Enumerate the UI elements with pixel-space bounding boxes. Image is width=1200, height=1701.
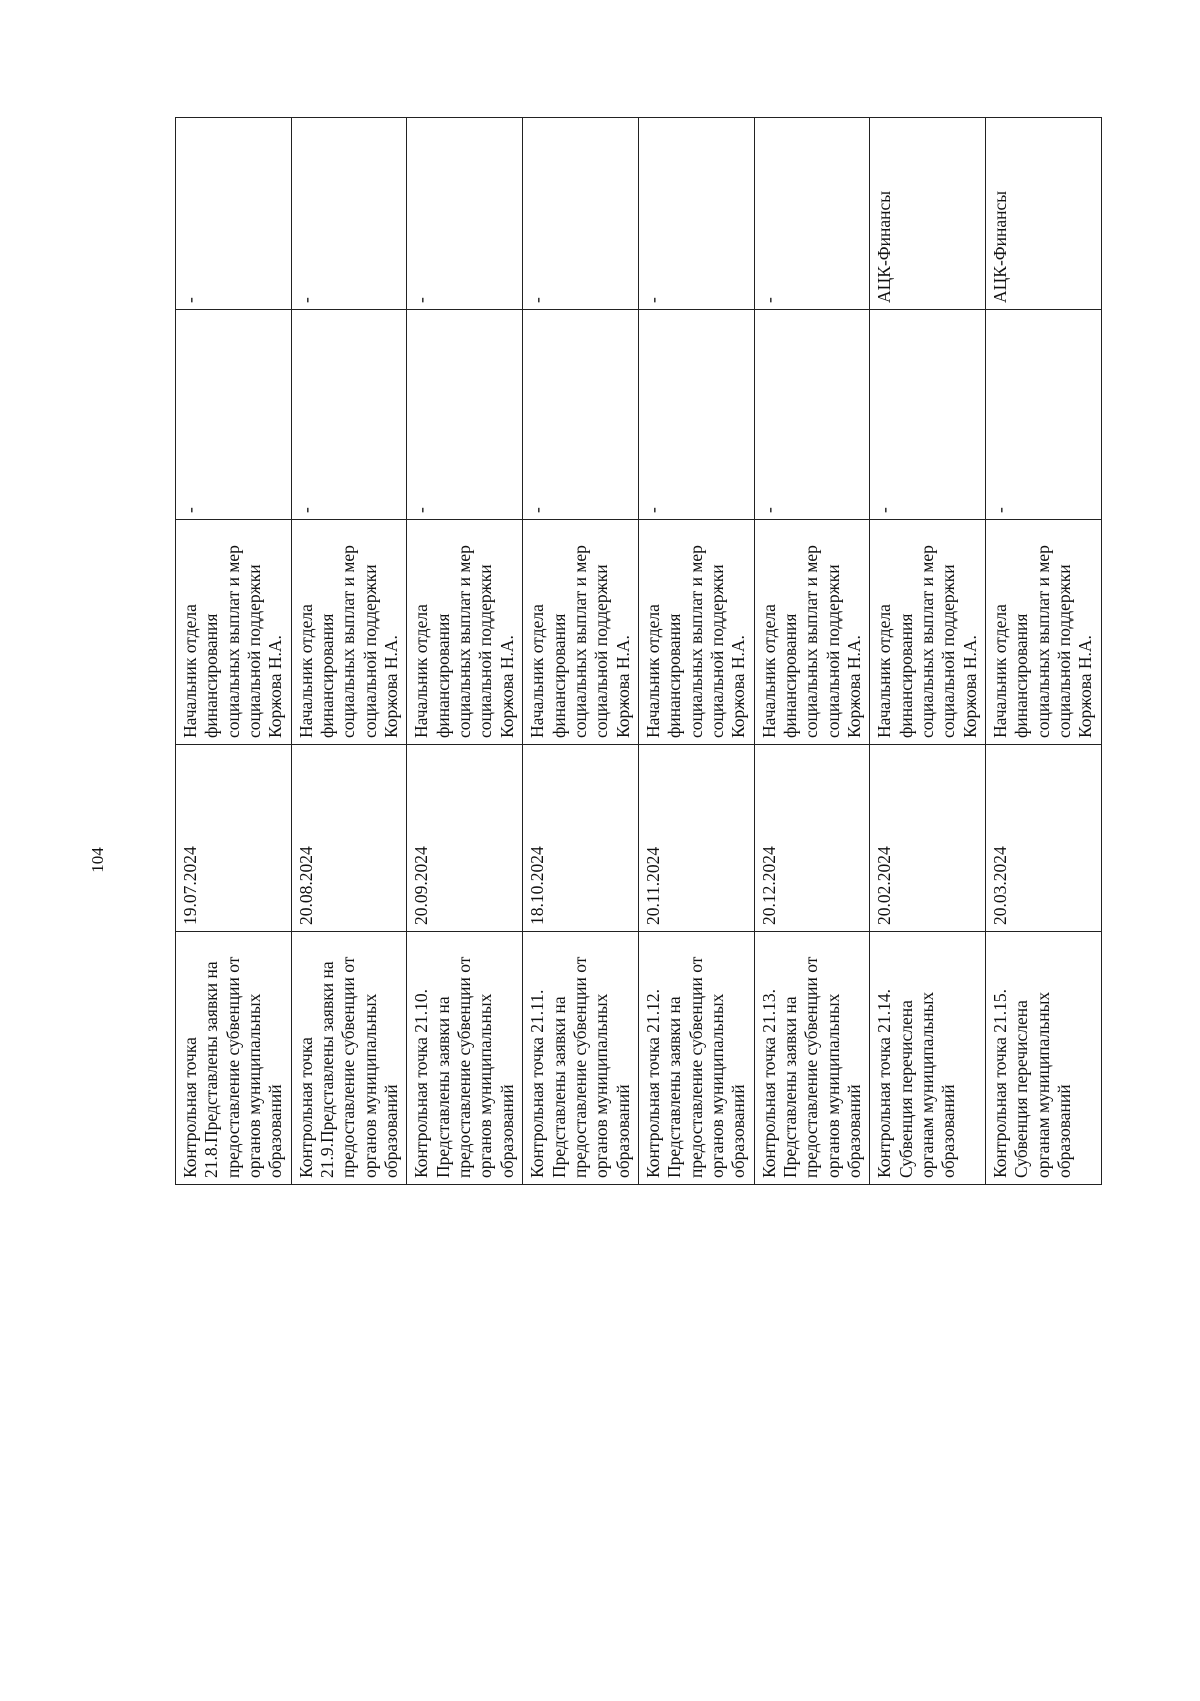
table-row	[638, 118, 754, 1185]
responsible-cell: Начальник отдела финансирования социальных выплат и мер социальной поддержки Коржова Н.А.	[176, 520, 292, 745]
date-cell: 20.08.2024	[291, 745, 407, 932]
date-cell: 20.11.2024	[638, 745, 754, 932]
document-cell: -	[754, 310, 870, 520]
document-cell: -	[638, 310, 754, 520]
event-cell: Контрольная точка 21.14. Субвенция перечислена органам муниципальных образований	[870, 932, 986, 1185]
responsible-cell: Начальник отдела финансирования социальных выплат и мер социальной поддержки Коржова Н.А.	[291, 520, 407, 745]
table-row	[754, 118, 870, 1185]
document-cell: -	[870, 310, 986, 520]
table-row	[870, 118, 986, 1185]
document-cell: -	[176, 310, 292, 520]
document-cell: -	[523, 310, 639, 520]
control-points-table	[175, 117, 1102, 1185]
system-cell: -	[291, 118, 407, 310]
responsible-cell: Начальник отдела финансирования социальных выплат и мер социальной поддержки Коржова Н.А.	[986, 520, 1102, 745]
table-row	[986, 118, 1102, 1185]
system-cell: -	[407, 118, 523, 310]
event-cell: Контрольная точка 21.12. Представлены заявки на предоставление субвенции от органов муниципальных образований	[638, 932, 754, 1185]
table-row	[176, 118, 292, 1185]
date-cell: 20.09.2024	[407, 745, 523, 932]
document-cell: -	[986, 310, 1102, 520]
responsible-cell: Начальник отдела финансирования социальных выплат и мер социальной поддержки Коржова Н.А.	[523, 520, 639, 745]
table-row	[523, 118, 639, 1185]
event-cell: Контрольная точка 21.11. Представлены заявки на предоставление субвенции от органов муниципальных образований	[523, 932, 639, 1185]
document-cell: -	[291, 310, 407, 520]
date-cell: 19.07.2024	[176, 745, 292, 932]
rotated-table-container	[175, 118, 1096, 1185]
system-cell: -	[638, 118, 754, 310]
date-cell: 20.03.2024	[986, 745, 1102, 932]
document-cell: -	[407, 310, 523, 520]
table-body	[176, 118, 1102, 1185]
system-cell: АЦК-Финансы	[870, 118, 986, 310]
responsible-cell: Начальник отдела финансирования социальных выплат и мер социальной поддержки Коржова Н.А.	[870, 520, 986, 745]
event-cell: Контрольная точка 21.8.Представлены заявки на предоставление субвенции от органов муниципальных образований	[176, 932, 292, 1185]
event-cell: Контрольная точка 21.15. Субвенция перечислена органам муниципальных образований	[986, 932, 1102, 1185]
date-cell: 20.12.2024	[754, 745, 870, 932]
event-cell: Контрольная точка 21.10. Представлены заявки на предоставление субвенции от органов муниципальных образований	[407, 932, 523, 1185]
table-row	[407, 118, 523, 1185]
system-cell: -	[754, 118, 870, 310]
responsible-cell: Начальник отдела финансирования социальных выплат и мер социальной поддержки Коржова Н.А.	[407, 520, 523, 745]
system-cell: -	[523, 118, 639, 310]
date-cell: 20.02.2024	[870, 745, 986, 932]
responsible-cell: Начальник отдела финансирования социальных выплат и мер социальной поддержки Коржова Н.А.	[754, 520, 870, 745]
system-cell: -	[176, 118, 292, 310]
date-cell: 18.10.2024	[523, 745, 639, 932]
event-cell: Контрольная точка 21.13. Представлены заявки на предоставление субвенции от органов муниципальных образований	[754, 932, 870, 1185]
system-cell: АЦК-Финансы	[986, 118, 1102, 310]
event-cell: Контрольная точка 21.9.Представлены заявки на предоставление субвенции от органов муниципальных образований	[291, 932, 407, 1185]
responsible-cell: Начальник отдела финансирования социальных выплат и мер социальной поддержки Коржова Н.А.	[638, 520, 754, 745]
table-row	[291, 118, 407, 1185]
page-number: 104	[88, 847, 107, 873]
